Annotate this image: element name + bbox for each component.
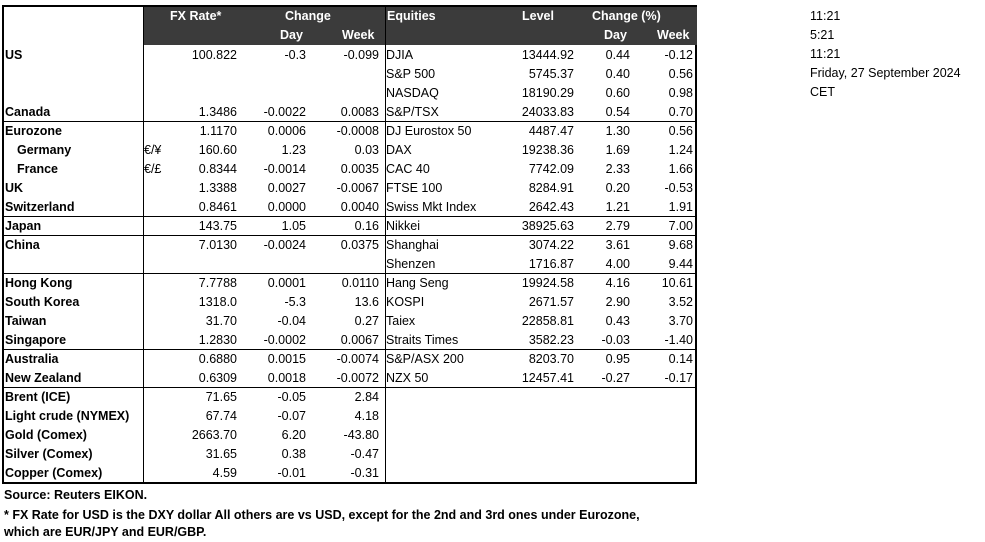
- cell-eweek: [634, 464, 693, 483]
- header-day: Day: [280, 28, 303, 42]
- row-separator: [4, 273, 697, 274]
- cell-fx: 1.1170: [199, 124, 237, 138]
- header-change-pct: Change (%): [592, 9, 661, 23]
- market-table: [2, 5, 697, 484]
- cell-eq: KOSPI: [386, 295, 425, 309]
- cell-fx: 67.74: [205, 409, 237, 423]
- cell-eweek: 1.24: [668, 143, 693, 157]
- cell-day: 6.20: [281, 428, 306, 442]
- cell-eq: Shanghai: [386, 238, 439, 252]
- cell-eweek: 10.61: [661, 276, 693, 290]
- cell-week: 0.0110: [341, 276, 379, 290]
- cell-level: 2671.57: [528, 295, 574, 309]
- cell-day: -0.04: [277, 314, 306, 328]
- time-3: 11:21: [810, 47, 841, 61]
- cell-fx: 2663.70: [191, 428, 237, 442]
- cell-eday: 0.43: [605, 314, 630, 328]
- cell-week: 0.0067: [340, 333, 379, 347]
- cell-day: 0.0018: [267, 371, 306, 385]
- cell-level: 7742.09: [528, 162, 574, 176]
- header-eq-week: Week: [657, 28, 690, 42]
- footer-source: Source: Reuters EIKON.: [4, 488, 148, 502]
- cell-eweek: 0.14: [668, 352, 693, 366]
- cell-eday: [579, 426, 630, 445]
- cell-eweek: 0.56: [668, 124, 693, 138]
- cell-eday: 4.16: [605, 276, 630, 290]
- cell-level: 22858.81: [521, 314, 574, 328]
- cell-week: -0.0072: [336, 371, 379, 385]
- cell-fx: 0.8461: [198, 200, 237, 214]
- cell-fx: 1.2830: [198, 333, 237, 347]
- cell-week: 0.0035: [340, 162, 379, 176]
- cell-eday: -0.03: [601, 333, 630, 347]
- header-change: Change: [285, 9, 331, 23]
- cell-eweek: 3.52: [668, 295, 693, 309]
- cell-week: 0.03: [354, 143, 379, 157]
- cell-name: Silver (Comex): [5, 447, 93, 461]
- cell-fx: 31.70: [205, 314, 237, 328]
- cell-eq: NZX 50: [386, 371, 429, 385]
- cell-eday: 0.54: [605, 105, 630, 119]
- cell-day: 1.23: [281, 143, 306, 157]
- cell-eq: S&P/TSX: [386, 105, 439, 119]
- cell-week: 0.16: [354, 219, 379, 233]
- cell-level: [494, 388, 574, 407]
- cell-week: 4.18: [354, 409, 379, 423]
- cell-level: [494, 464, 574, 483]
- cell-level: [494, 445, 574, 464]
- cell-level: 2642.43: [528, 200, 574, 214]
- cell-fx: 143.75: [198, 219, 237, 233]
- cell-eday: 1.69: [605, 143, 630, 157]
- cell-week: -0.0074: [336, 352, 379, 366]
- time-1: 11:21: [810, 9, 841, 23]
- cell-fx: 1318.0: [198, 295, 237, 309]
- cell-eday: 1.21: [605, 200, 630, 214]
- cell-name: Eurozone: [5, 124, 62, 138]
- cell-eday: [579, 407, 630, 426]
- cell-eday: -0.27: [601, 371, 630, 385]
- header-fx-rate: FX Rate*: [170, 9, 222, 23]
- timezone: CET: [810, 85, 835, 99]
- cell-day: -0.3: [284, 48, 306, 62]
- cell-eweek: 1.66: [668, 162, 693, 176]
- cell-eweek: [634, 407, 693, 426]
- cell-eday: 0.40: [605, 67, 630, 81]
- cell-week: 2.84: [354, 390, 379, 404]
- footer-note-1: * FX Rate for USD is the DXY dollar All others are vs USD, except for the 2nd and 3rd ones under Eurozone,: [4, 508, 640, 522]
- cell-eweek: -0.53: [664, 181, 693, 195]
- cell-eq: S&P 500: [386, 67, 436, 81]
- cell-week: -0.31: [350, 466, 379, 480]
- cell-eday: 0.60: [605, 86, 630, 100]
- cell-level: 3074.22: [528, 238, 574, 252]
- cell-eq: [386, 426, 491, 445]
- cell-week: 0.0040: [340, 200, 379, 214]
- cell-eweek: -0.17: [664, 371, 693, 385]
- cell-eday: [579, 388, 630, 407]
- cell-eday: 2.33: [605, 162, 630, 176]
- cell-level: 8284.91: [528, 181, 574, 195]
- cell-level: 19924.58: [521, 276, 574, 290]
- cell-name: Brent (ICE): [5, 390, 71, 404]
- cell-eweek: 1.91: [668, 200, 693, 214]
- cell-level: 12457.41: [521, 371, 574, 385]
- cell-level: 4487.47: [528, 124, 574, 138]
- cell-fx: 7.7788: [198, 276, 237, 290]
- cell-eweek: 0.70: [668, 105, 693, 119]
- cell-eweek: 0.98: [668, 86, 693, 100]
- cell-name: Gold (Comex): [5, 428, 87, 442]
- cell-eweek: 9.44: [668, 257, 693, 271]
- cell-eday: 0.20: [605, 181, 630, 195]
- cell-day: 0.0001: [267, 276, 306, 290]
- cell-day: 0.0015: [267, 352, 306, 366]
- time-2: 5:21: [810, 28, 835, 42]
- cell-day: 1.05: [281, 219, 306, 233]
- cell-day: [244, 65, 306, 84]
- cell-pair: €/£: [144, 162, 162, 176]
- cell-day: 0.0027: [267, 181, 306, 195]
- cell-week: 0.0375: [340, 238, 379, 252]
- cell-eq: Taiex: [386, 314, 416, 328]
- header-equities: Equities: [387, 9, 436, 23]
- cell-name: China: [5, 238, 40, 252]
- cell-name: [5, 84, 143, 103]
- cell-name: Hong Kong: [5, 276, 73, 290]
- cell-level: 13444.92: [521, 48, 574, 62]
- cell-eq: Swiss Mkt Index: [386, 200, 477, 214]
- cell-fx: [154, 84, 237, 103]
- cell-day: 0.0000: [267, 200, 306, 214]
- divider-v2: [385, 7, 386, 482]
- cell-fx: 4.59: [212, 466, 237, 480]
- cell-eq: [386, 388, 491, 407]
- cell-fx: 0.6309: [198, 371, 237, 385]
- cell-day: -0.0022: [263, 105, 306, 119]
- cell-level: 3582.23: [528, 333, 574, 347]
- cell-fx: 0.8344: [198, 162, 237, 176]
- cell-day: -0.0024: [263, 238, 306, 252]
- cell-eweek: -1.40: [664, 333, 693, 347]
- cell-day: -0.07: [277, 409, 306, 423]
- cell-day: 0.0006: [267, 124, 306, 138]
- cell-name: Canada: [5, 105, 51, 119]
- cell-level: [494, 407, 574, 426]
- divider-v1: [143, 7, 144, 482]
- cell-day: [244, 255, 306, 274]
- cell-eq: Straits Times: [386, 333, 459, 347]
- cell-eq: [386, 445, 491, 464]
- row-separator: [4, 387, 697, 388]
- cell-eq: DJIA: [386, 48, 414, 62]
- cell-name: UK: [5, 181, 24, 195]
- cell-eweek: [634, 426, 693, 445]
- cell-eq: S&P/ASX 200: [386, 352, 464, 366]
- cell-day: -5.3: [284, 295, 306, 309]
- cell-name: [5, 255, 143, 274]
- cell-week: [309, 84, 379, 103]
- cell-fx: 100.822: [191, 48, 237, 62]
- header-week: Week: [342, 28, 375, 42]
- cell-eq: DJ Eurostox 50: [386, 124, 472, 138]
- cell-week: -0.0067: [336, 181, 379, 195]
- row-separator: [4, 121, 697, 122]
- cell-eday: 3.61: [605, 238, 630, 252]
- cell-eq: FTSE 100: [386, 181, 443, 195]
- cell-eday: 0.95: [605, 352, 630, 366]
- footer-note-2: which are EUR/JPY and EUR/GBP.: [4, 525, 207, 539]
- cell-eq: Shenzen: [386, 257, 436, 271]
- cell-name: South Korea: [5, 295, 80, 309]
- cell-eday: 0.44: [605, 48, 630, 62]
- cell-name: Singapore: [5, 333, 67, 347]
- cell-week: 0.27: [354, 314, 379, 328]
- row-separator: [4, 349, 697, 350]
- cell-eweek: 7.00: [668, 219, 693, 233]
- cell-eq: Hang Seng: [386, 276, 449, 290]
- cell-level: 8203.70: [528, 352, 574, 366]
- cell-week: -43.80: [343, 428, 379, 442]
- date: Friday, 27 September 2024: [810, 66, 961, 80]
- cell-pair: €/¥: [144, 143, 162, 157]
- cell-eq: CAC 40: [386, 162, 430, 176]
- cell-name: Australia: [5, 352, 59, 366]
- cell-level: 38925.63: [521, 219, 574, 233]
- cell-level: 1716.87: [528, 257, 574, 271]
- cell-day: 0.38: [281, 447, 306, 461]
- cell-day: -0.01: [277, 466, 306, 480]
- cell-name: US: [5, 48, 23, 62]
- cell-fx: [154, 255, 237, 274]
- cell-eq: [386, 407, 491, 426]
- cell-eday: 4.00: [605, 257, 630, 271]
- cell-level: 5745.37: [528, 67, 574, 81]
- cell-day: -0.0002: [263, 333, 306, 347]
- cell-fx: 71.65: [205, 390, 237, 404]
- cell-eday: [579, 464, 630, 483]
- cell-day: [244, 84, 306, 103]
- cell-level: 18190.29: [521, 86, 574, 100]
- cell-fx: 1.3388: [198, 181, 237, 195]
- cell-eq: Nikkei: [386, 219, 421, 233]
- cell-name: New Zealand: [5, 371, 82, 385]
- cell-week: 13.6: [354, 295, 379, 309]
- cell-eweek: [634, 388, 693, 407]
- cell-eday: 2.79: [605, 219, 630, 233]
- cell-level: 24033.83: [521, 105, 574, 119]
- cell-week: [309, 65, 379, 84]
- cell-eweek: -0.12: [664, 48, 693, 62]
- cell-eweek: 9.68: [668, 238, 693, 252]
- cell-fx: 0.6880: [198, 352, 237, 366]
- cell-eday: 2.90: [605, 295, 630, 309]
- cell-name: France: [17, 162, 58, 176]
- cell-level: 19238.36: [521, 143, 574, 157]
- cell-week: -0.099: [343, 48, 379, 62]
- cell-name: Light crude (NYMEX): [5, 409, 130, 423]
- cell-week: [309, 255, 379, 274]
- cell-week: -0.47: [350, 447, 379, 461]
- cell-eq: [386, 464, 491, 483]
- header-level: Level: [522, 9, 554, 23]
- cell-name: [5, 65, 143, 84]
- cell-eday: 1.30: [605, 124, 630, 138]
- cell-week: -0.0008: [336, 124, 379, 138]
- cell-eweek: 3.70: [668, 314, 693, 328]
- cell-name: Copper (Comex): [5, 466, 103, 480]
- cell-fx: 7.0130: [198, 238, 237, 252]
- header-eq-day: Day: [604, 28, 627, 42]
- cell-level: [494, 426, 574, 445]
- cell-day: -0.05: [277, 390, 306, 404]
- cell-week: 0.0083: [340, 105, 379, 119]
- cell-fx: 31.65: [205, 447, 237, 461]
- cell-eq: DAX: [386, 143, 412, 157]
- row-separator: [4, 235, 697, 236]
- cell-day: -0.0014: [263, 162, 306, 176]
- cell-name: Japan: [5, 219, 42, 233]
- cell-fx: 160.60: [198, 143, 237, 157]
- cell-name: Germany: [17, 143, 72, 157]
- cell-name: Switzerland: [5, 200, 75, 214]
- cell-fx: 1.3486: [198, 105, 237, 119]
- cell-eweek: 0.56: [668, 67, 693, 81]
- cell-eday: [579, 445, 630, 464]
- cell-eweek: [634, 445, 693, 464]
- cell-name: Taiwan: [5, 314, 47, 328]
- row-separator: [4, 216, 697, 217]
- cell-fx: [154, 65, 237, 84]
- cell-eq: NASDAQ: [386, 86, 439, 100]
